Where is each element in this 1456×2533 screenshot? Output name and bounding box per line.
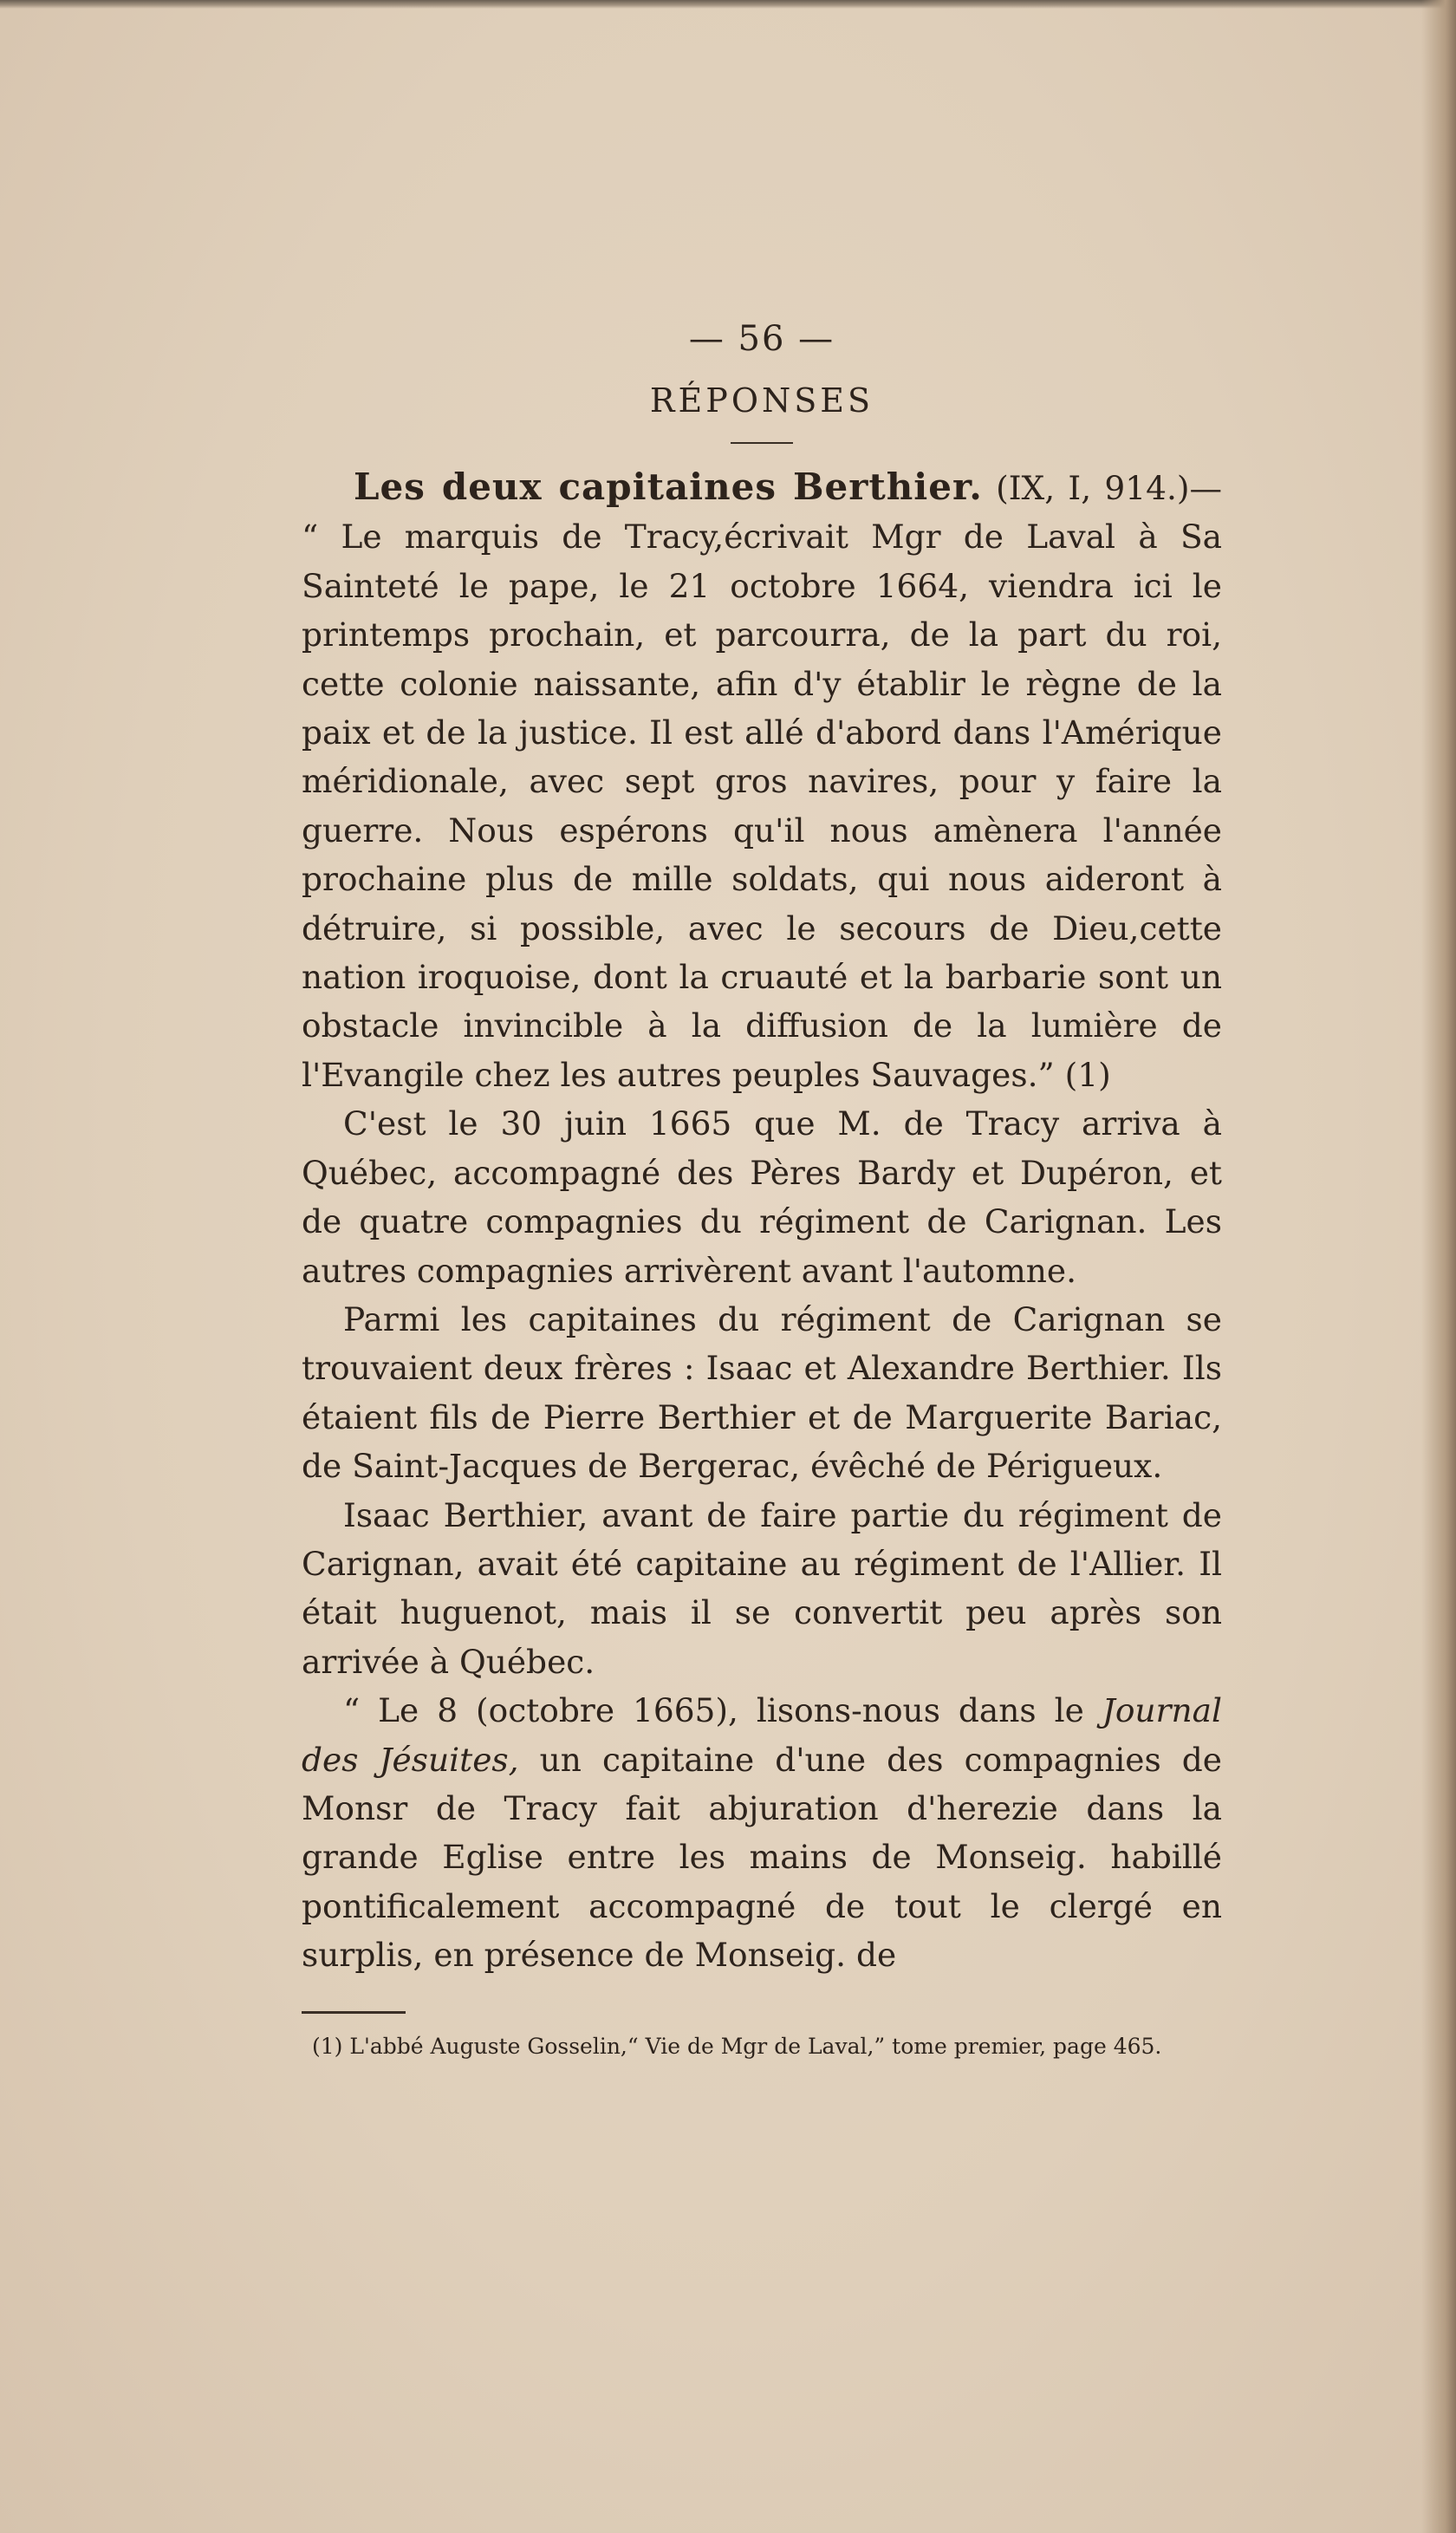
journal-title: Journal des Jésuites,: [302, 1691, 1222, 1779]
heading-rule: [731, 442, 793, 444]
paragraph-3: Parmi les capitaines du régiment de Carignan se trouvaient deux frères : Isaac et Alexandre Berthier. Ils étaient fils de Pierre Berthier et de Marguerite Bariac, de Saint-Jacques de Bergerac, évêché de Périgueux.: [302, 1299, 1222, 1486]
page-right-edge: [1421, 0, 1456, 2533]
footnote-rule: [302, 2011, 406, 2014]
text-block: [302, 319, 1222, 2066]
article-title: Les deux capitaines Berthier.: [354, 466, 983, 508]
footnote: (1) L'abbé Auguste Gosselin,“ Vie de Mgr de Laval,” tome premier, page 465.: [312, 2033, 1162, 2059]
paragraph-2: C'est le 30 juin 1665 que M. de Tracy arriva à Québec, accompagné des Pères Bardy et Dupéron, et de quatre compagnies du régiment de Carignan. Les autres compagnies arrivèrent avant l'automne.: [302, 1104, 1222, 1290]
paragraph-5-text-a: “ Le 8 (octobre 1665), lisons-nous dans le: [343, 1691, 1102, 1730]
paragraph-4: Isaac Berthier, avant de faire partie du régiment de Carignan, avait été capitaine au régiment de l'Allier. Il était huguenot, mais il se convertit peu après son arrivée à Québec.: [302, 1495, 1222, 1681]
paragraph-1: [302, 463, 1222, 1099]
article-reference: (IX, I, 914.)—: [982, 469, 1222, 507]
section-heading: RÉPONSES: [649, 381, 874, 420]
page-number: — 56 —: [688, 319, 835, 359]
paragraph-5: [302, 1686, 1222, 1979]
paragraph-5-text-b: un capitaine d'une des compagnies de Monsr de Tracy fait abjuration d'herezie dans la grande Eglise entre les mains de Monseig. habillé pontificalement accompagné de tout le clergé en surplis, en présence de Monseig. de: [302, 1740, 1222, 1975]
paragraph-1-text: “ Le marquis de Tracy,écrivait Mgr de Laval à Sa Sainteté le pape, le 21 octobre 1664, viendra ici le printemps prochain, et parcourra, de la part du roi, cette colonie naissante, afin d'y établir le règne de la paix et de la justice. Il est allé d'abord dans l'Amérique méridionale, avec sept gros navires, pour y faire la guerre. Nous espérons qu'il nous amènera l'année prochaine plus de mille soldats, qui nous aideront à détruire, si possible, avec le secours de Dieu,cette nation iroquoise, dont la cruauté et la barbarie sont un obstacle invincible à la diffusion de la lumière de l'Evangile chez les autres peuples Sauvages.” (1): [302, 518, 1222, 1094]
page-top-edge: [0, 0, 1456, 9]
article-body: [302, 463, 1222, 1980]
